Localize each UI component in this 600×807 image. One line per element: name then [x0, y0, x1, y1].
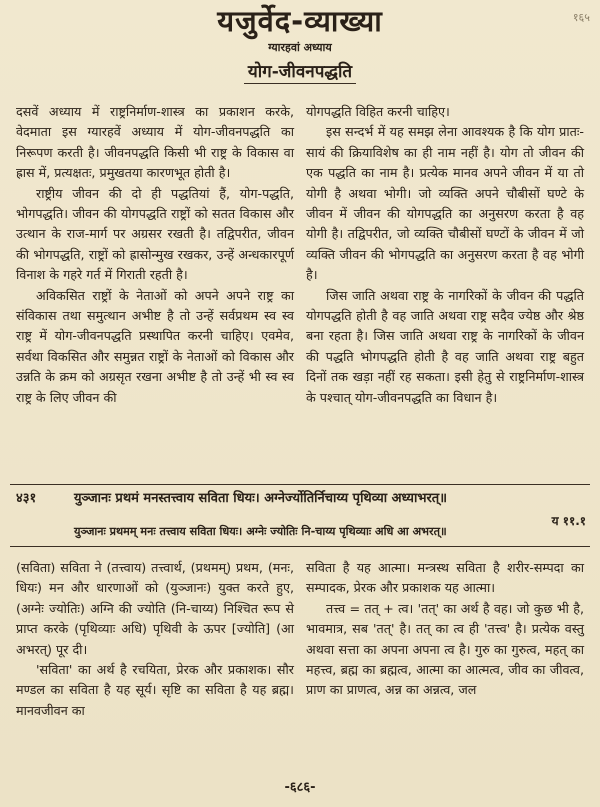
mantra-reference: य ११.१	[551, 514, 586, 528]
page-number: -६८६-	[284, 780, 316, 795]
commentary-left-column	[16, 558, 294, 721]
chapter-label: ग्यारहवां अध्याय	[268, 41, 332, 54]
mantra-padapatha: युञ्जानः प्रथमम् मनः तत्त्वाय सविता धियः। अग्नेः ज्योतिः नि-चाय्य पृथिव्याः अधि आ अभरत्॥	[74, 525, 447, 538]
paragraph: तत्त्व = तत् + त्व। 'तत्' का अर्थ है वह। जो कुछ भी है, भावमात्र, सब 'तत्' है। तत् का त्व ही 'तत्त्व' है। प्रत्येक वस्तु अथवा सत्ता का अपना अपना त्व है। गुरु का गुरुत्व, महत् का महत्त्व, ब्रह्म का ब्रह्मत्व, आत्मा का आत्मत्व, जीव का जीवत्व, प्राण का प्राणत्व, अन्न का अन्नत्व, जल	[306, 600, 584, 698]
corner-mark: १६५	[572, 11, 590, 24]
mantra-number: ४३१	[16, 491, 37, 506]
mantra-text: युञ्जानः प्रथमं मनस्तत्त्वाय सविता धियः। अग्नेर्ज्योतिर्निचाय्य पृथिव्या अध्याभरत्॥	[74, 491, 447, 506]
paragraph: इस सन्दर्भ में यह समझ लेना आवश्यक है कि योग प्रातः-सायं की क्रियाविशेष का ही नाम नहीं है। योग तो जीवन की एक पद्धति का नाम है। प्रत्येक मानव अपने जीवन में या तो योगी है अथवा भोगी। जो व्यक्ति अपने चौबीसों घण्टे के जीवन में जीवन की योगपद्धति का अनुसरण करता है वह योगी है। तद्विपरीत, जो व्यक्ति चौबीसों घण्टों के जीवन में जो व्यक्ति जीवन की भोगपद्धति का अनुसरण करता है वह भोगी है।	[306, 124, 584, 283]
intro-left-column	[16, 102, 294, 408]
divider	[10, 484, 590, 485]
paragraph: 'सविता' का अर्थ है रचयिता, प्रेरक और प्रकाशक। सौर मण्डल का सविता है यह सूर्य। सृष्टि का सविता है यह ब्रह्म। मानवजीवन का	[16, 662, 294, 718]
paragraph: (सविता) सविता ने (तत्त्वाय) तत्त्वार्थ, (प्रथमम्) प्रथम, (मनः, धियः) मन और धारणाओं को (युञ्जानः) युक्त करते हुए, (अग्नेः ज्योतिः) अग्नि की ज्योति (नि-चाय्य) निश्चित रूप से प्राप्त करके (पृथिव्याः अधि) पृथिवी के ऊपर [ज्योति] (आ अभरत्) पूर दी।	[16, 560, 294, 657]
paragraph: राष्ट्रीय जीवन की दो ही पद्धतियां हैं, योग-पद्धति, भोगपद्धति। जीवन की योगपद्धति राष्ट्रों को सतत विकास और उत्थान के राज-मार्ग पर अग्रसर रखती है। तद्विपरीत, जीवन की भोगपद्धति, राष्ट्रों को ह्रासोन्मुख रखकर, उन्हें अन्धकारपूर्ण विनाश के गहरे गर्त में गिराती रहती है।	[16, 185, 294, 283]
paragraph: दसवें अध्याय में राष्ट्रनिर्माण-शास्त्र का प्रकाशन करके, वेदमाता इस ग्यारहवें अध्याय में योग-जीवनपद्धति का निरूपण करती है। जीवनपद्धति किसी भी राष्ट्र के विकास वा ह्रास में, प्रत्यक्षतः, प्रमुखतया कारणभूत होती है।	[16, 104, 294, 181]
page-header	[0, 4, 600, 84]
paragraph: योगपद्धति विहित करनी चाहिए।	[306, 104, 450, 119]
paragraph: सविता है यह आत्मा। मन्त्रस्थ सविता है शरीर-सम्पदा का सम्पादक, प्रेरक और प्रकाशक यह आत्मा।	[306, 560, 584, 596]
commentary-right-column	[306, 558, 584, 701]
page-title: यजुर्वेद-व्याख्या	[217, 4, 383, 38]
section-subtitle: योग-जीवनपद्धति	[244, 59, 356, 84]
paragraph: अविकसित राष्ट्रों के नेताओं को अपने अपने राष्ट्र का संविकास तथा समुत्थान अभीष्ट है तो उन्हें सर्वप्रथम स्व स्व राष्ट्र में योग-जीवनपद्धति प्रस्थापित करनी चाहिए। एवमेव, सर्वथा विकसित और समुन्नत राष्ट्रों के नेताओं को विकास और उन्नति के क्रम को अग्रसृत रखना अभीष्ट है तो उन्हें भी स्व स्व राष्ट्र के लिए जीवन की	[16, 287, 294, 405]
paragraph: जिस जाति अथवा राष्ट्र के नागरिकों के जीवन की पद्धति योगपद्धति होती है वह जाति अथवा राष्ट्र सदैव ज्येष्ठ और श्रेष्ठ बना रहता है। जिस जाति अथवा राष्ट्र के नागरिकों के जीवन की पद्धति भोगपद्धति होती है वह जाति अथवा राष्ट्र बहुत दिनों तक खड़ा नहीं रह सकता। इसी हेतु से राष्ट्रनिर्माण-शास्त्र के पश्चात् योग-जीवनपद्धति का विधान है।	[306, 287, 584, 405]
divider	[10, 546, 590, 547]
intro-right-column	[306, 102, 584, 408]
